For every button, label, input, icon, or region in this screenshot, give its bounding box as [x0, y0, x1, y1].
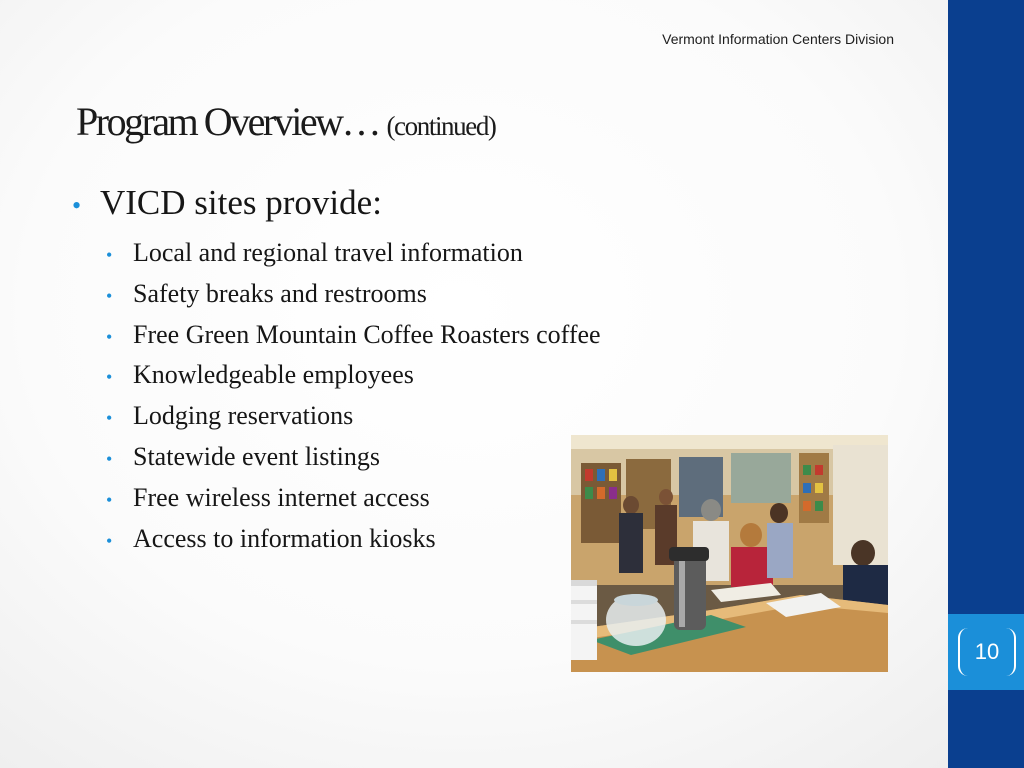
visitor-center-photo-illustration — [571, 435, 888, 672]
sub-bullet-text: Access to information kiosks — [133, 523, 436, 553]
page-number: 10 — [974, 639, 1000, 664]
bullet-icon: • — [106, 245, 113, 265]
sub-bullet — [106, 355, 601, 396]
sub-bullet-text: Safety breaks and restrooms — [133, 278, 427, 308]
sub-bullet — [106, 437, 601, 478]
sub-bullet — [106, 274, 601, 315]
organization-header: Vermont Information Centers Division — [662, 31, 894, 47]
bullet-icon: • — [106, 448, 113, 469]
sub-bullet — [106, 478, 601, 519]
sub-bullet-text: Local and regional travel information — [133, 238, 523, 267]
bullet-icon: • — [106, 489, 113, 510]
slide-title-main: Program Overview… — [76, 99, 379, 144]
sub-bullet-text: Lodging reservations — [133, 401, 354, 431]
sub-bullet — [106, 233, 601, 274]
main-bullet — [72, 183, 601, 233]
bullet-icon: • — [106, 408, 113, 429]
bullet-icon: • — [106, 285, 113, 306]
visitor-center-photo — [571, 435, 888, 672]
sub-bullet — [106, 396, 601, 437]
sub-bullet-list — [106, 233, 601, 559]
sub-bullet-text: Statewide event listings — [133, 441, 380, 471]
slide-title — [76, 98, 496, 145]
bullet-icon: • — [106, 367, 113, 388]
sub-bullet-text: Free Green Mountain Coffee Roasters coffee — [133, 319, 601, 349]
bullet-list — [72, 183, 601, 559]
sub-bullet — [106, 519, 601, 560]
sub-bullet — [106, 315, 601, 356]
bullet-icon: • — [106, 530, 113, 551]
sub-bullet-text: Free wireless internet access — [133, 482, 430, 512]
slide-title-sub: (continued) — [386, 111, 496, 141]
bullet-icon: • — [72, 191, 82, 220]
bullet-icon: • — [106, 326, 113, 347]
main-bullet-text: VICD sites provide: — [100, 183, 382, 222]
sub-bullet-text: Knowledgeable employees — [133, 360, 414, 390]
